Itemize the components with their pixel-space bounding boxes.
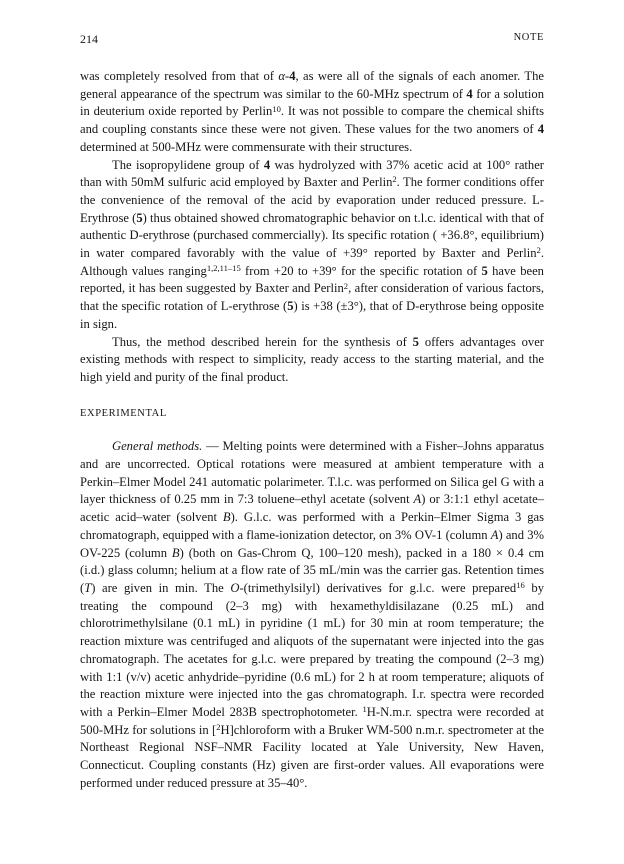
text-run: Thus, the method described herein for the synthesis of (112, 334, 413, 349)
page-number: 214 (80, 32, 98, 46)
text-run: , as were all of the signals of each anomer. The general appearance of the spectrum was similar to the 60-MHz spectrum of (80, 69, 544, 101)
text-run: General methods. (112, 439, 203, 454)
paragraph-hydrolysis (80, 157, 544, 334)
text-run: — Melting points were determined with a Fisher–Johns apparatus and are uncorrected. Optical rotations were measured at ambient temperature with a Perkin–Elmer Model 241 automatic polarimeter. T.l.c. was performed on Silica gel G with a layer thickness of 0.25 mm in 7:3 toluene–ethyl acetate (solvent (80, 439, 544, 507)
superscript-reference: 1 (362, 704, 367, 715)
text-run: 4 (263, 157, 271, 172)
page-header (80, 32, 544, 50)
text-run: 4 (289, 69, 296, 83)
text-run: D (406, 299, 416, 314)
text-run: offers advantages over existing methods with respect to simplicity, ready access to the starting material, and the high yield and purity of the final product. (80, 334, 545, 384)
text-run: 4 (537, 122, 544, 137)
text-run: A (490, 527, 499, 542)
text-run: 5 (136, 210, 143, 225)
text-run: from +20 to +39° for the specific rotation of (240, 263, 482, 278)
text-run: was completely resolved from that of (80, 69, 279, 83)
text-run: sulfuric acid employed by Baxter and Perlin (164, 175, 393, 190)
superscript-reference: 2 (392, 174, 397, 185)
text-run: ) thus obtained showed chromatographic behavior on t.l.c. identical with that of authentic (80, 210, 544, 243)
paragraph-conclusion (80, 334, 544, 387)
text-run: by treating the compound (2–3 mg) with hexamethyldisilazane (0.25 mL) and chlorotrimethylsilane (0.1 mL) in pyridine (1 mL) for 30 min at room temperature; the reaction mixture was centrifuged and aliquots of the supernatant were injected into the gas chromatograph. The acetates for g.l.c. were prepared by treating the compound (2–3 mg) with 1:1 (v/v) acetic anhydride–pyridine (0.6 mL) for 2 h at room temperature; aliquots of the reaction mixture were injected into the gas chromatograph. I.r. spectra were recorded with a Perkin–Elmer Model 283B spectrophotometer. (80, 580, 544, 719)
text-run: O (230, 580, 240, 595)
text-run: A (413, 492, 422, 507)
text-run: determined at 500-MHz were commensurate with their structures. (80, 139, 413, 154)
text-run: ) and 3% OV-225 (column (80, 527, 544, 560)
text-run: L (532, 192, 540, 207)
text-run: . It was not possible to compare the chemical shifts and coupling constants since these were not given. These values for the two anomers of (80, 104, 544, 137)
text-run: D (129, 228, 139, 243)
superscript-reference: 10 (272, 103, 281, 114)
text-run: ) are given in min. The (91, 580, 231, 595)
superscript-reference: 2 (343, 280, 349, 291)
superscript-reference: 16 (516, 580, 525, 591)
text-run: The isopropylidene group of (112, 157, 264, 172)
text-run: 4 (466, 86, 473, 101)
text-run: B (171, 545, 180, 560)
text-run: 5 (412, 334, 419, 349)
text-run: 5 (287, 299, 294, 314)
section-heading-experimental: EXPERIMENTAL (80, 407, 167, 419)
text-run: -Erythrose ( (80, 192, 544, 225)
text-run: . Although values ranging (80, 246, 544, 278)
text-run: -erythrose (purchased commercially). Its specific rotation ( +36.8°, equilibrium) in water compared favorably with the value of +39° reported by Baxter and Perlin (80, 228, 544, 261)
text-run: ) is +38 (±3°), that of (293, 299, 407, 314)
text-run: ) (both on Gas-Chrom Q, 100–120 mesh), packed in a 180 × 0.4 cm (i.d.) glass column; helium at a flow rate of 35 mL/min was the carrier gas. Retention times ( (80, 545, 544, 595)
text-run: . The former conditions offer the convenience of the removal of the acid by evaporation under reduced pressure. (80, 175, 544, 207)
text-run: -erythrose being opposite in sign. (80, 299, 544, 331)
text-run: B (222, 510, 231, 525)
text-run: ). G.l.c. was performed with a Perkin–Elmer Sigma 3 gas chromatograph, equipped with a flame-ionization detector, on 3% OV-1 (column (80, 510, 544, 542)
paragraph-general-methods (80, 438, 544, 792)
text-run: L (220, 299, 229, 314)
paragraph-anomer-resolution (80, 68, 544, 157)
running-head: NOTE (513, 32, 544, 43)
text-run: T (84, 580, 92, 595)
body-text (80, 68, 544, 792)
text-run: was hydrolyzed with 37% acetic acid at 100° rather than with 50m (80, 157, 544, 190)
text-run: -(trimethylsilyl) derivatives for g.l.c. were prepared (239, 580, 517, 595)
text-run: - (284, 69, 290, 83)
text-run: α (278, 69, 285, 83)
superscript-reference: 2 (536, 245, 541, 256)
text-run: 5 (481, 263, 488, 278)
superscript-reference: 2 (216, 721, 221, 732)
text-run: -erythrose ( (228, 299, 288, 314)
text-run: ) or 3:1:1 ethyl acetate–acetic acid–water (solvent (80, 492, 544, 525)
text-run: H]chloroform with a Bruker WM-500 n.m.r. spectrometer at the Northeast Regional NSF–NMR Facility located at Yale University, New Haven, Connecticut. Coupling constants (Hz) given are first-order values. All evaporations were performed under reduced pressure at 35–40°. (80, 722, 544, 790)
text-run: M (153, 175, 165, 190)
superscript-reference: 1,2,11–15 (206, 262, 241, 273)
text-run: for a solution in deuterium oxide reported by Perlin (80, 86, 544, 119)
text-run: H-N.m.r. spectra were recorded at 500-MHz for solutions in [ (80, 704, 545, 737)
text-run: have been reported, it has been suggested by Baxter and Perlin (80, 263, 544, 296)
text-run: , after consideration of various factors, that the specific rotation of (80, 281, 545, 314)
